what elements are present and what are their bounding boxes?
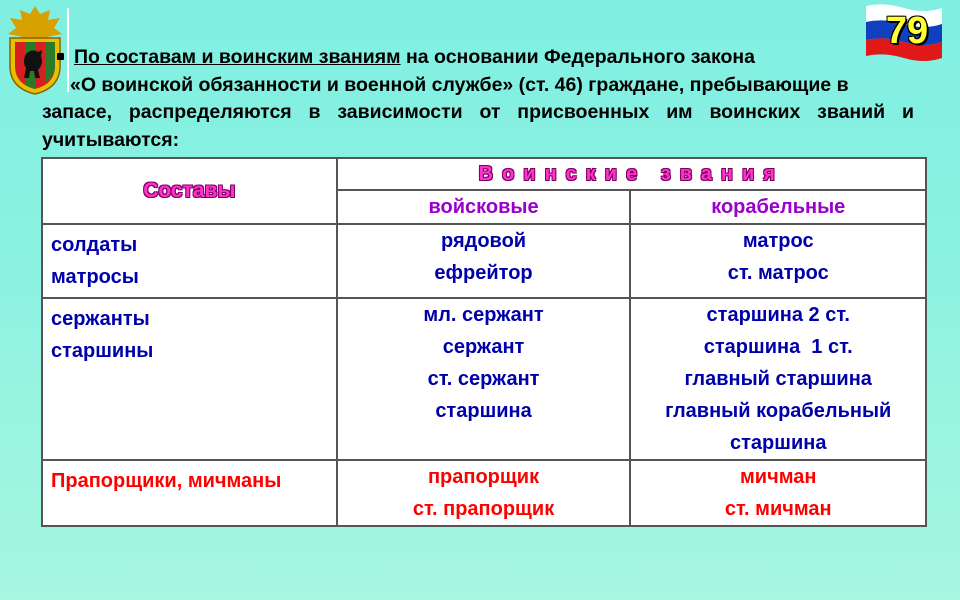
army-rank-cell (337, 460, 631, 526)
navy-rank: главный старшина (684, 368, 872, 390)
navy-rank: старшина (730, 432, 827, 454)
group-name: сержанты (51, 308, 150, 330)
page-number: 79 (885, 10, 929, 52)
header-navy: корабельные (630, 190, 926, 224)
army-rank: ефрейтор (434, 262, 533, 284)
army-rank: рядовой (441, 230, 527, 252)
intro-line-2: «О воинской обязанности и военной службе» (ст. 46) граждане, пребывающие в (70, 73, 849, 96)
army-rank-cell (337, 224, 631, 298)
army-rank: старшина (435, 400, 532, 422)
header-army: войсковые (337, 190, 631, 224)
navy-rank-cell (630, 224, 926, 298)
intro-line-3: запасе, распределяются в зависимости от присвоенных им воинских званий и (42, 101, 914, 123)
table-row (42, 224, 926, 298)
army-rank: ст. прапорщик (412, 498, 555, 520)
table-row (42, 298, 926, 460)
navy-rank-cell (630, 460, 926, 526)
group-name: солдаты (51, 234, 138, 256)
intro-line-1-rest: на основании Федерального закона (400, 46, 756, 68)
navy-rank: старшина 1 ст. (703, 336, 853, 358)
group-name: матросы (51, 266, 139, 288)
army-rank: мл. сержант (423, 304, 544, 326)
navy-rank: старшина 2 ст. (706, 304, 850, 326)
navy-rank: главный корабельный (665, 400, 892, 422)
navy-rank-cell (630, 298, 926, 460)
army-rank: ст. сержант (427, 368, 540, 390)
intro-line-1 (42, 44, 914, 72)
intro-underlined-phrase: По составам и воинским званиям (74, 46, 401, 68)
group-cell (42, 460, 337, 526)
group-cell (42, 224, 337, 298)
intro-line-4: учитываются: (42, 128, 180, 151)
table-row (42, 460, 926, 526)
ranks-table (41, 157, 927, 527)
intro-paragraph (42, 44, 914, 154)
army-rank: сержант (442, 336, 525, 358)
navy-rank: мичман (740, 466, 817, 488)
group-name: Прапорщики, мичманы (51, 470, 282, 492)
navy-rank: матрос (742, 230, 814, 252)
navy-rank: ст. мичман (724, 498, 832, 520)
group-name: старшины (51, 340, 154, 362)
header-ranks: Воинские звания (337, 158, 926, 190)
navy-rank: ст. матрос (727, 262, 829, 284)
army-rank: прапорщик (427, 466, 540, 488)
header-groups: Составы (42, 158, 337, 224)
army-rank-cell (337, 298, 631, 460)
group-cell (42, 298, 337, 460)
